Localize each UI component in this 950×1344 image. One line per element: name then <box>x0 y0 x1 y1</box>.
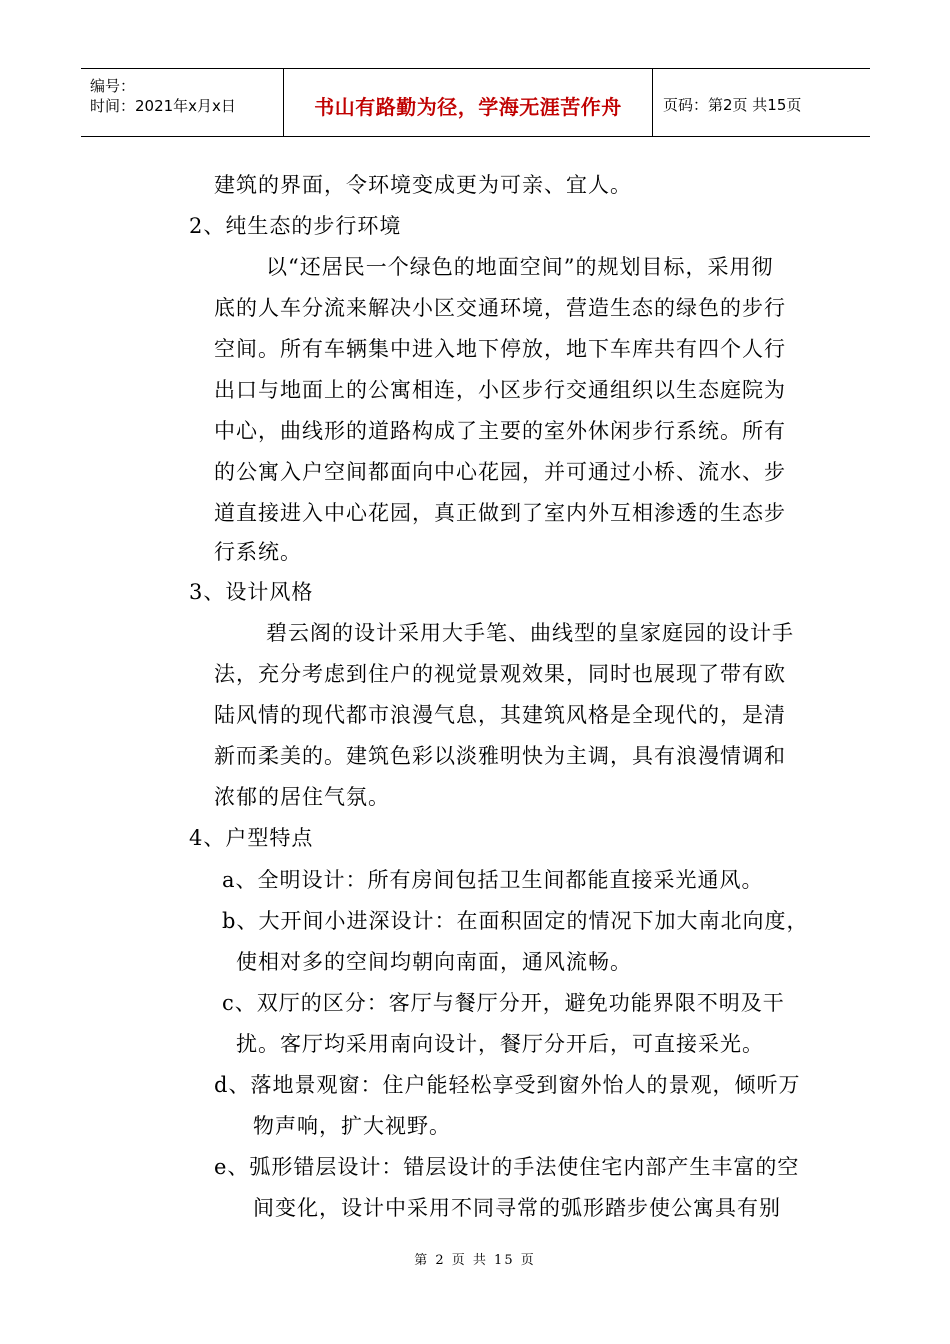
list-item-continuation: 扰。客厅均采用南向设计，餐厅分开后，可直接采光。 <box>236 1032 764 1056</box>
header-center-cell <box>283 69 653 136</box>
section-heading: 3、设计风格 <box>189 580 314 604</box>
page-info: 页码：第2页 共15页 <box>663 96 802 114</box>
list-item: d、落地景观窗：住户能轻松享受到窗外怡人的景观，倾听万 <box>214 1073 801 1097</box>
number-label: 编号： <box>90 77 136 95</box>
text-line: 空间。所有车辆集中进入地下停放，地下车库共有四个人行 <box>214 337 786 361</box>
text-line: 碧云阁的设计采用大手笔、曲线型的皇家庭园的设计手 <box>266 621 794 645</box>
text-line: 出口与地面上的公寓相连，小区步行交通组织以生态庭院为 <box>214 378 786 402</box>
text-line: 陆风情的现代都市浪漫气息，其建筑风格是全现代的，是清 <box>214 703 786 727</box>
text-line: 的公寓入户空间都面向中心花园，并可通过小桥、流水、步 <box>214 460 786 484</box>
text-line: 行系统。 <box>214 540 302 564</box>
text-line: 新而柔美的。建筑色彩以淡雅明快为主调，具有浪漫情调和 <box>214 744 786 768</box>
text-line: 浓郁的居住气氛。 <box>214 785 390 809</box>
motto-text: 书山有路勤为径，学海无涯苦作舟 <box>314 95 622 119</box>
list-item-continuation: 物声响，扩大视野。 <box>253 1114 451 1138</box>
text-line: 底的人车分流来解决小区交通环境，营造生态的绿色的步行 <box>214 296 786 320</box>
list-item: b、大开间小进深设计：在面积固定的情况下加大南北向度， <box>222 909 809 933</box>
list-item-continuation: 使相对多的空间均朝向南面，通风流畅。 <box>236 950 632 974</box>
text-line: 法，充分考虑到住户的视觉景观效果，同时也展现了带有欧 <box>214 662 786 686</box>
text-line: 中心，曲线形的道路构成了主要的室外休闲步行系统。所有 <box>214 419 786 443</box>
header-right-cell <box>653 69 870 136</box>
header-table <box>81 68 870 137</box>
section-heading: 4、户型特点 <box>189 826 314 850</box>
section-heading: 2、纯生态的步行环境 <box>189 214 402 238</box>
header-left-cell <box>81 69 283 136</box>
text-line: 建筑的界面，令环境变成更为可亲、宜人。 <box>214 173 632 197</box>
page-footer: 第 2 页 共 15 页 <box>414 1253 536 1268</box>
text-line: 道直接进入中心花园，真正做到了室内外互相渗透的生态步 <box>214 501 786 525</box>
list-item: c、双厅的区分：客厅与餐厅分开，避免功能界限不明及干 <box>222 991 785 1015</box>
text-line: 以“还居民一个绿色的地面空间”的规划目标，采用彻 <box>266 255 774 279</box>
time-label: 时间：2021年x月x日 <box>90 97 236 115</box>
list-item-continuation: 间变化，设计中采用不同寻常的弧形踏步使公寓具有别 <box>253 1196 781 1220</box>
list-item: a、全明设计：所有房间包括卫生间都能直接采光通风。 <box>222 868 764 892</box>
list-item: e、弧形错层设计：错层设计的手法使住宅内部产生丰富的空 <box>214 1155 800 1179</box>
